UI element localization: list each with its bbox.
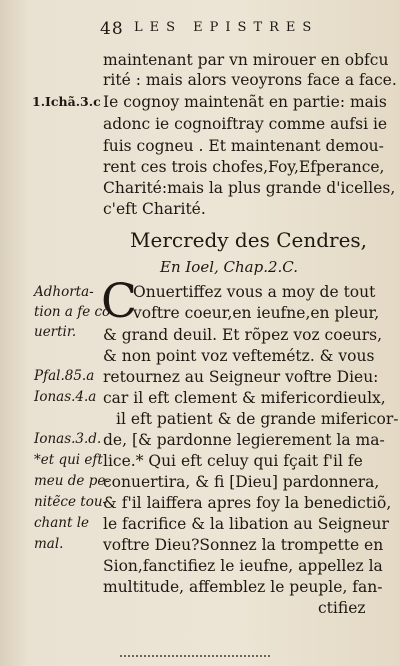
section-line: voftre Dieu?Sonnez la trompette en <box>103 536 384 554</box>
margin-note: chant le <box>34 515 90 531</box>
page-header <box>100 19 380 41</box>
section-line: multitude, affemblez le peuple, fan- <box>103 578 383 596</box>
section-subheading: En Ioel, Chap.2.C. <box>160 258 299 276</box>
margin-note: Ionas.4.a <box>34 389 97 405</box>
body-line: rent ces trois chofes,Foy,Efperance, <box>103 158 385 176</box>
running-title: LES EPISTRES <box>134 20 319 35</box>
body-line: c'eft Charité. <box>103 200 206 218</box>
margin-note: 1.Ichã.3.c <box>32 94 101 109</box>
section-line: & non point voz veftemétz. & vous <box>103 347 375 365</box>
margin-note: Adhorta- <box>34 284 94 300</box>
margin-note: mal. <box>34 536 64 552</box>
section-line: conuertira, & fi [Dieu] pardonnera, <box>103 473 380 491</box>
footer-ornament <box>120 655 270 663</box>
margin-note: Pfal.85.a <box>34 368 95 384</box>
body-line: maintenant par vn mirouer en obfcu <box>103 51 389 69</box>
section-line: car il eft clement & mifericordieulx, <box>103 389 386 407</box>
margin-note: uertir. <box>34 324 77 340</box>
section-line: de, [& pardonne legierement la ma- <box>103 431 385 449</box>
body-line: adonc ie cognoiftray comme aufsi ie <box>103 115 388 133</box>
section-line: lice.* Qui eft celuy qui fçait f'il fe <box>103 452 363 470</box>
section-heading: Mercredy des Cendres, <box>130 228 368 252</box>
margin-note: Ionas.3.d. <box>34 431 102 447</box>
page-number: 48 <box>100 19 124 39</box>
margin-note: meu de pe- <box>34 473 110 489</box>
body-line: Charité:mais la plus grande d'icelles, <box>103 179 396 197</box>
margin-note: tion a fe cõ <box>34 304 111 320</box>
section-line: le facrifice & la libation au Seigneur <box>103 515 389 533</box>
margin-note: *et qui eft <box>34 452 103 468</box>
body-line: fuis cogneu . Et maintenant demou- <box>103 137 384 155</box>
margin-note: nitẽce tou- <box>34 494 108 510</box>
section-line: voftre coeur,en ieufne,en pleur, <box>133 304 380 322</box>
section-line: Sion,fanctifiez le ieufne, appellez la <box>103 557 383 575</box>
section-line: Onuertiffez vous a moy de tout <box>133 283 376 301</box>
section-line: il eft patient & de grande mifericor- <box>116 410 399 428</box>
section-line: & grand deuil. Et rõpez voz coeurs, <box>103 326 383 344</box>
body-line: rité : mais alors veoyrons face a face. <box>103 71 397 89</box>
drop-cap: C <box>101 274 137 329</box>
body-line: Ie cognoy maintenãt en partie: mais <box>103 93 387 111</box>
section-line: & f'il laiffera apres foy la benedictiõ, <box>103 494 392 512</box>
section-line: retournez au Seigneur voftre Dieu: <box>103 368 379 386</box>
section-line: ctifiez <box>318 599 366 617</box>
